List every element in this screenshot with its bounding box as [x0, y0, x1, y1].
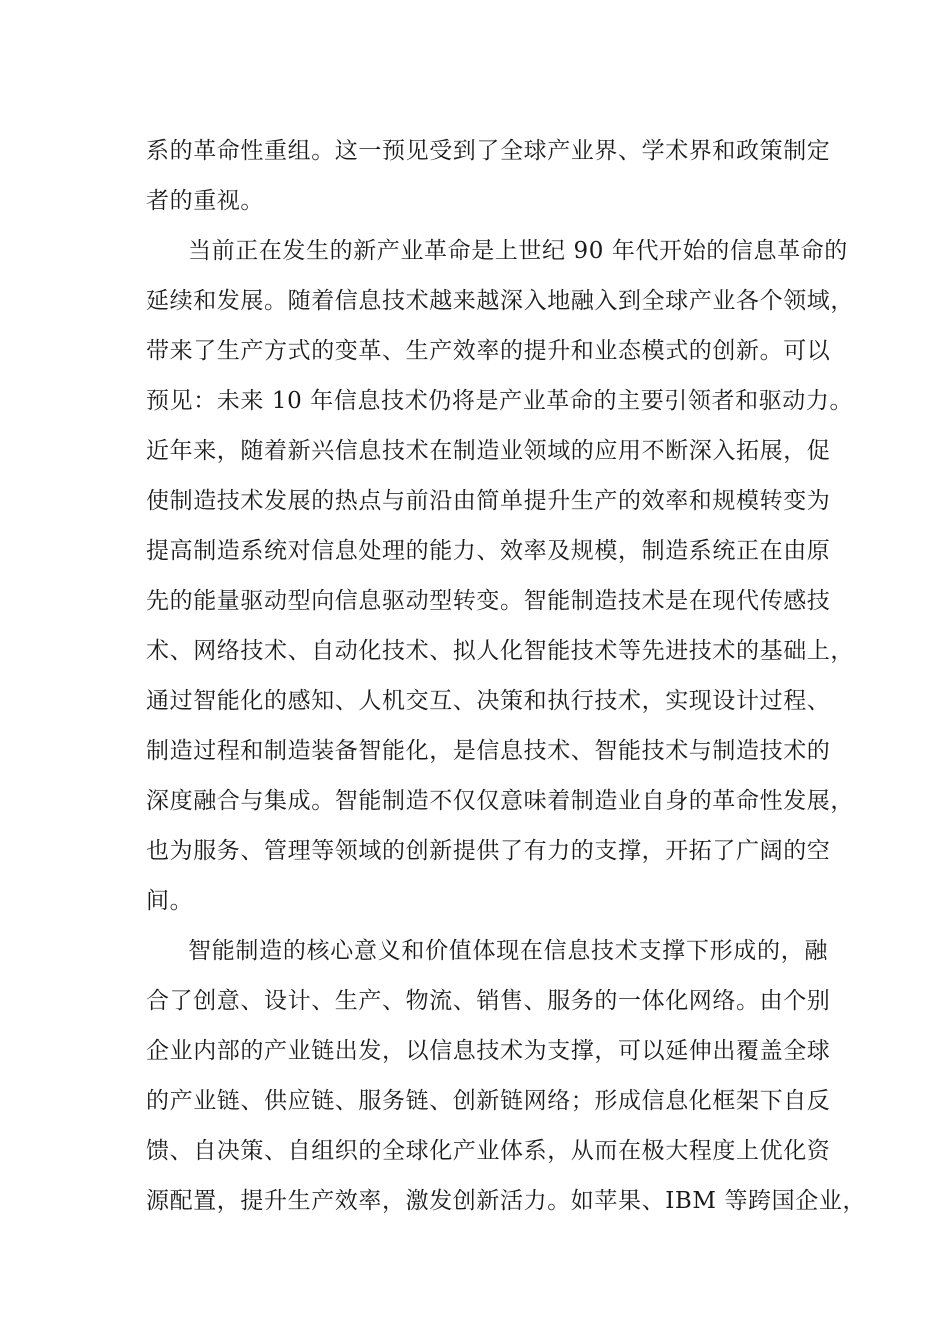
- text-line: 系的革命性重组。这一预见受到了全球产业界、学术界和政策制定: [146, 138, 831, 164]
- text-line: 企业内部的产业链出发，以信息技术为支撑，可以延伸出覆盖全球: [146, 1038, 831, 1064]
- text-line: 使制造技术发展的热点与前沿由简单提升生产的效率和规模转变为: [146, 488, 831, 514]
- text-line: 合了创意、设计、生产、物流、销售、服务的一体化网络。由个别: [146, 988, 831, 1014]
- text-line: 制造过程和制造装备智能化，是信息技术、智能技术与制造技术的: [146, 738, 831, 764]
- text-line: 提高制造系统对信息处理的能力、效率及规模，制造系统正在由原: [146, 538, 831, 564]
- text-line: 带来了生产方式的变革、生产效率的提升和业态模式的创新。可以: [146, 338, 831, 364]
- text-line: 当前正在发生的新产业革命是上世纪 90 年代开始的信息革命的: [188, 238, 848, 264]
- text-line: 源配置，提升生产效率，激发创新活力。如苹果、IBM 等跨国企业，: [146, 1188, 867, 1214]
- text-line: 通过智能化的感知、人机交互、决策和执行技术，实现设计过程、: [146, 688, 831, 714]
- text-line: 近年来，随着新兴信息技术在制造业领域的应用不断深入拓展，促: [146, 438, 831, 464]
- text-line: 间。: [146, 888, 194, 914]
- text-line: 的产业链、供应链、服务链、创新链网络；形成信息化框架下自反: [146, 1088, 831, 1114]
- text-line: 预见：未来 10 年信息技术仍将是产业革命的主要引领者和驱动力。: [146, 388, 854, 414]
- text-line: 延续和发展。随着信息技术越来越深入地融入到全球产业各个领域，: [146, 288, 854, 314]
- text-line: 深度融合与集成。智能制造不仅仅意味着制造业自身的革命性发展，: [146, 788, 854, 814]
- text-line: 术、网络技术、自动化技术、拟人化智能技术等先进技术的基础上，: [146, 638, 854, 664]
- text-line: 馈、自决策、自组织的全球化产业体系，从而在极大程度上优化资: [146, 1138, 831, 1164]
- text-line: 也为服务、管理等领域的创新提供了有力的支撑，开拓了广阔的空: [146, 838, 831, 864]
- text-line: 智能制造的核心意义和价值体现在信息技术支撑下形成的，融: [188, 938, 828, 964]
- text-line: 者的重视。: [146, 188, 264, 214]
- text-line: 先的能量驱动型向信息驱动型转变。智能制造技术是在现代传感技: [146, 588, 831, 614]
